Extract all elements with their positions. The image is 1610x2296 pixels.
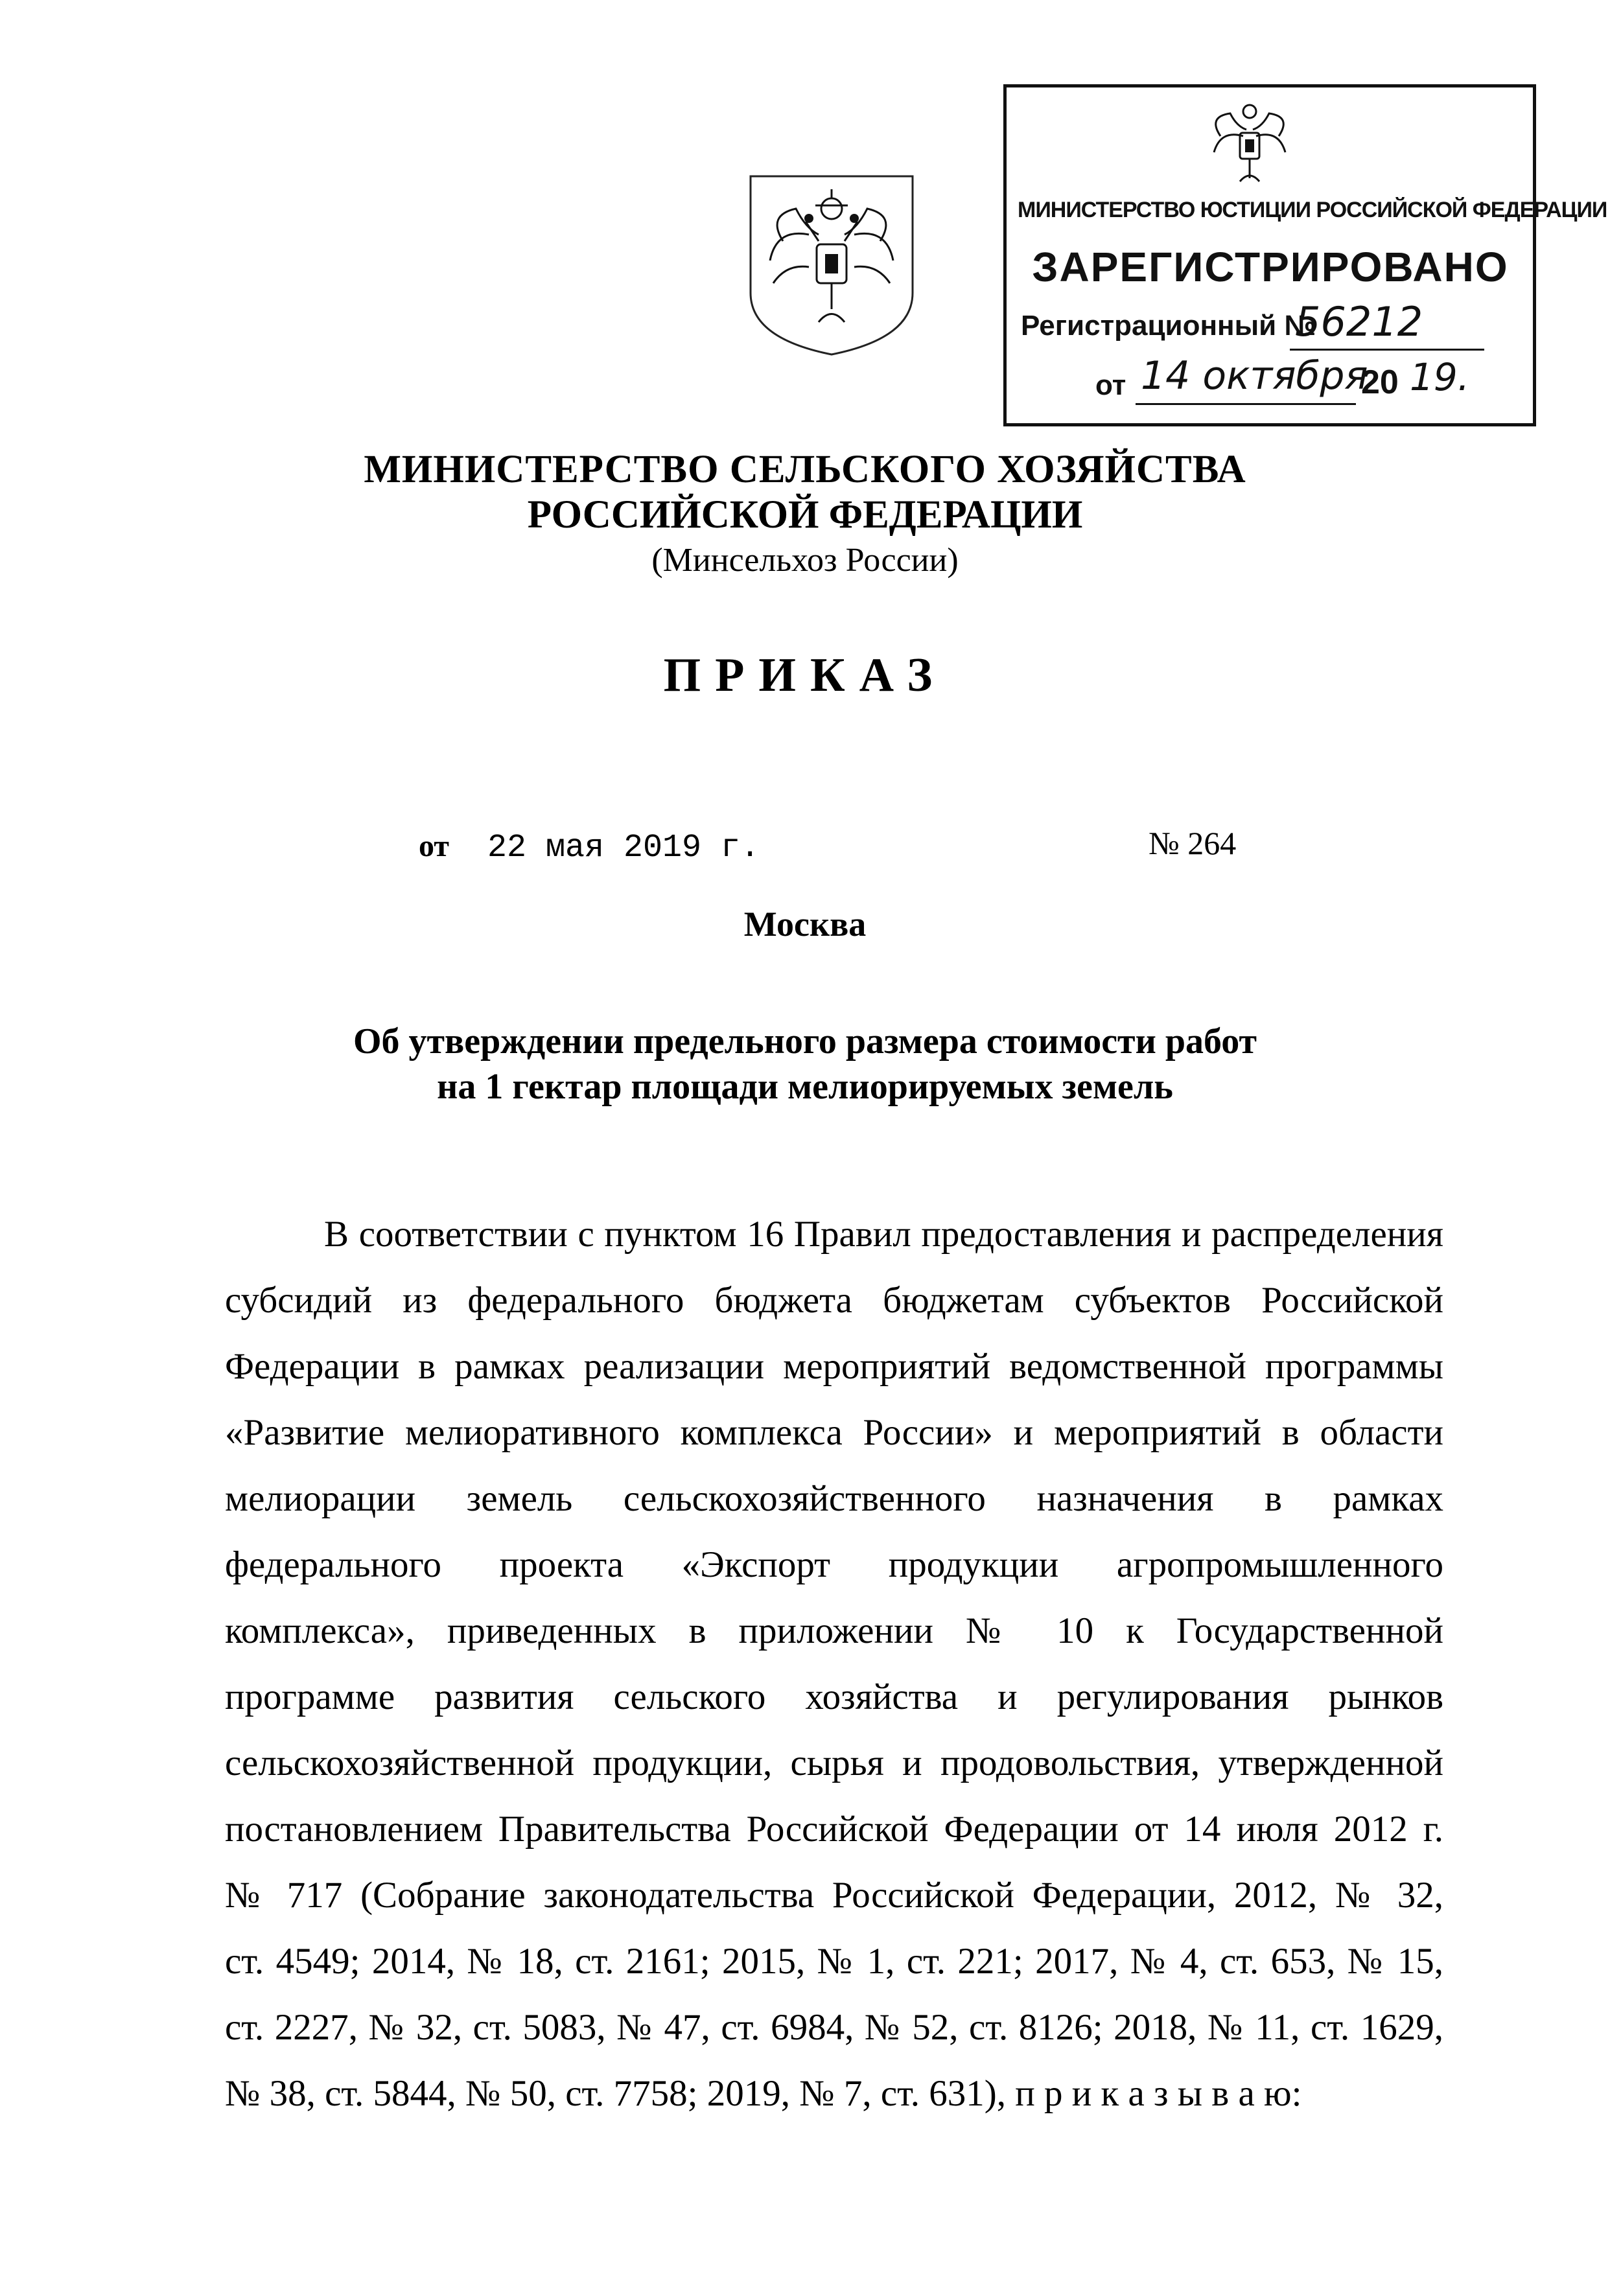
stamp-year-handwritten: 19.: [1410, 355, 1470, 399]
stamp-date-prefix: от: [1095, 369, 1126, 401]
body-line: сельскохозяйственной продукции, сырья и продовольствия, утвержденной: [225, 1743, 1443, 1783]
order-date-label: от: [419, 829, 449, 863]
stamp-date-underline: [1136, 403, 1356, 405]
order-city: Москва: [743, 905, 867, 944]
body-line: федерального проекта «Экспорт продукции агропромышленного: [225, 1544, 1443, 1585]
ministry-name-line2: РОССИЙСКОЙ ФЕДЕРАЦИИ: [527, 493, 1083, 537]
body-line: программе развития сельского хозяйства и регулирования рынков: [225, 1676, 1443, 1717]
body-line: мелиорации земель сельскохозяйственного назначения в рамках: [225, 1478, 1443, 1519]
stamp-registered-text: ЗАРЕГИСТРИРОВАНО: [1032, 244, 1509, 290]
body-line: «Развитие мелиоративного комплекса России» и мероприятий в области: [225, 1412, 1443, 1453]
body-line: комплекса», приведенных в приложении № 10 к Государственной: [225, 1610, 1443, 1651]
order-subject-line1: Об утверждении предельного размера стоимости работ: [353, 1021, 1257, 1061]
ministry-name-line1: МИНИСТЕРСТВО СЕЛЬСКОГО ХОЗЯЙСТВА: [364, 448, 1246, 491]
body-line: В соответствии с пунктом 16 Правил предоставления и распределения: [324, 1214, 1443, 1255]
stamp-ministry-text: МИНИСТЕРСТВО ЮСТИЦИИ РОССИЙСКОЙ ФЕДЕРАЦИИ: [1018, 198, 1607, 222]
stamp-date-handwritten: 14 октября: [1141, 353, 1368, 399]
body-line: ст. 4549; 2014, № 18, ст. 2161; 2015, № 1, ст. 221; 2017, № 4, ст. 653, № 15,: [225, 1941, 1443, 1982]
order-date: 22 мая 2019 г.: [487, 829, 760, 866]
order-title: ПРИКАЗ: [663, 649, 947, 702]
order-number: № 264: [1149, 825, 1237, 861]
stamp-year-prefix: 20: [1361, 364, 1399, 401]
ministry-short-name: (Минсельхоз России): [651, 542, 959, 579]
stamp-reg-number: 56212: [1295, 298, 1423, 345]
coat-of-arms-emblem: [744, 170, 919, 358]
body-line: № 717 (Собрание законодательства Российской Федерации, 2012, № 32,: [225, 1875, 1443, 1916]
stamp-reg-label: Регистрационный №: [1021, 310, 1316, 342]
body-line: ст. 2227, № 32, ст. 5083, № 47, ст. 6984, № 52, ст. 8126; 2018, № 11, ст. 1629,: [225, 2007, 1443, 2048]
body-line: Федерации в рамках реализации мероприятий ведомственной программы: [225, 1346, 1443, 1387]
body-line: субсидий из федерального бюджета бюджетам субъектов Российской: [225, 1280, 1443, 1321]
stamp-reg-underline: [1290, 349, 1484, 351]
stamp-emblem-icon: [1201, 97, 1298, 188]
body-line: постановлением Правительства Российской Федерации от 14 июля 2012 г.: [225, 1809, 1443, 1850]
order-subject-line2: на 1 гектар площади мелиорируемых земель: [437, 1067, 1173, 1107]
body-line: № 38, ст. 5844, № 50, ст. 7758; 2019, № 7, ст. 631), п р и к а з ы в а ю:: [225, 2073, 1302, 2114]
